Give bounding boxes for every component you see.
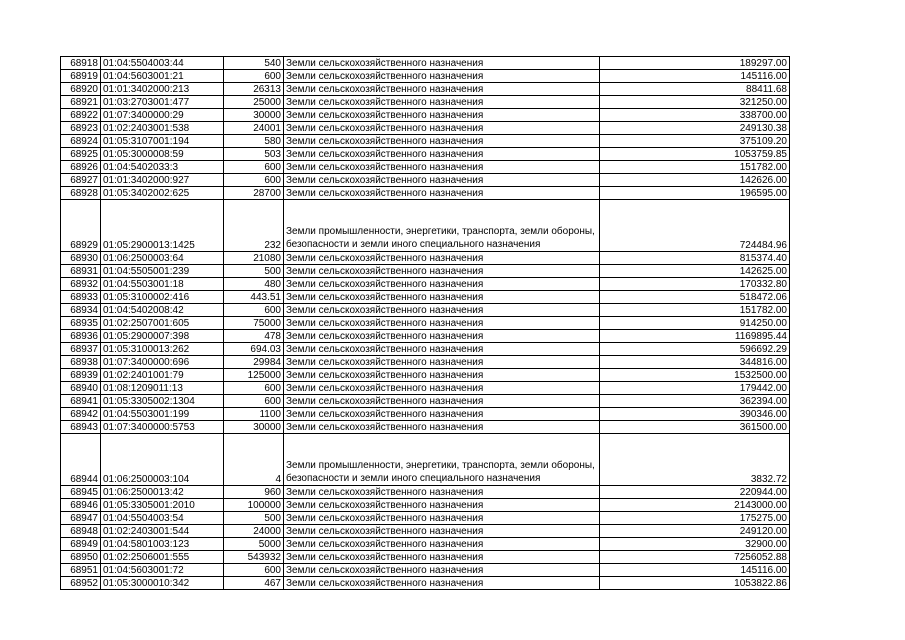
row-id-cell: 68936 bbox=[61, 330, 101, 343]
table-row bbox=[61, 161, 790, 174]
land-category-cell: Земли сельскохозяйственного назначения bbox=[284, 525, 600, 538]
land-category-cell: Земли сельскохозяйственного назначения bbox=[284, 369, 600, 382]
table-row bbox=[61, 421, 790, 434]
area-cell: 600 bbox=[224, 304, 284, 317]
cadastral-value-cell: 175275.00 bbox=[600, 512, 790, 525]
row-id-cell: 68946 bbox=[61, 499, 101, 512]
row-id-cell: 68933 bbox=[61, 291, 101, 304]
land-category-cell: Земли сельскохозяйственного назначения bbox=[284, 122, 600, 135]
cadastral-number-cell: 01:04:5801003:123 bbox=[101, 538, 224, 551]
cadastral-number-cell: 01:06:2500003:104 bbox=[101, 434, 224, 486]
land-category-cell: Земли сельскохозяйственного назначения bbox=[284, 109, 600, 122]
land-category-cell: Земли сельскохозяйственного назначения bbox=[284, 135, 600, 148]
cadastral-number-cell: 01:05:3000008:59 bbox=[101, 148, 224, 161]
area-cell: 125000 bbox=[224, 369, 284, 382]
row-id-cell: 68929 bbox=[61, 200, 101, 252]
row-id-cell: 68927 bbox=[61, 174, 101, 187]
area-cell: 30000 bbox=[224, 109, 284, 122]
table-row bbox=[61, 291, 790, 304]
land-category-cell: Земли сельскохозяйственного назначения bbox=[284, 174, 600, 187]
area-cell: 600 bbox=[224, 161, 284, 174]
land-category-cell: Земли сельскохозяйственного назначения bbox=[284, 96, 600, 109]
row-id-cell: 68941 bbox=[61, 395, 101, 408]
land-category-cell: Земли промышленности, энергетики, транспорта, земли обороны, безопасности и земли иного специального назначения bbox=[284, 434, 600, 486]
cadastral-number-cell: 01:04:5503001:18 bbox=[101, 278, 224, 291]
table-row bbox=[61, 265, 790, 278]
cadastral-number-cell: 01:02:2507001:605 bbox=[101, 317, 224, 330]
area-cell: 503 bbox=[224, 148, 284, 161]
cadastral-value-cell: 3832.72 bbox=[600, 434, 790, 486]
row-id-cell: 68918 bbox=[61, 57, 101, 70]
cadastral-value-cell: 1169895.44 bbox=[600, 330, 790, 343]
row-id-cell: 68923 bbox=[61, 122, 101, 135]
table-row bbox=[61, 135, 790, 148]
cadastral-number-cell: 01:02:2403001:544 bbox=[101, 525, 224, 538]
cadastral-number-cell: 01:06:2500003:64 bbox=[101, 252, 224, 265]
table-row bbox=[61, 187, 790, 200]
area-cell: 24000 bbox=[224, 525, 284, 538]
area-cell: 500 bbox=[224, 512, 284, 525]
cadastral-value-cell: 815374.40 bbox=[600, 252, 790, 265]
table-row bbox=[61, 486, 790, 499]
table-row bbox=[61, 564, 790, 577]
cadastral-number-cell: 01:02:2401001:79 bbox=[101, 369, 224, 382]
cadastral-number-cell: 01:05:2900007:398 bbox=[101, 330, 224, 343]
table-row bbox=[61, 83, 790, 96]
row-id-cell: 68943 bbox=[61, 421, 101, 434]
area-cell: 467 bbox=[224, 577, 284, 590]
cadastral-value-cell: 145116.00 bbox=[600, 70, 790, 83]
table-row bbox=[61, 499, 790, 512]
cadastral-value-cell: 249130.38 bbox=[600, 122, 790, 135]
row-id-cell: 68922 bbox=[61, 109, 101, 122]
row-id-cell: 68939 bbox=[61, 369, 101, 382]
cadastral-value-cell: 1532500.00 bbox=[600, 369, 790, 382]
table-row bbox=[61, 200, 790, 252]
area-cell: 600 bbox=[224, 70, 284, 83]
cadastral-value-cell: 170332.80 bbox=[600, 278, 790, 291]
land-category-cell: Земли сельскохозяйственного назначения bbox=[284, 148, 600, 161]
cadastral-value-cell: 344816.00 bbox=[600, 356, 790, 369]
cadastral-value-cell: 88411.68 bbox=[600, 83, 790, 96]
area-cell: 30000 bbox=[224, 421, 284, 434]
land-category-cell: Земли сельскохозяйственного назначения bbox=[284, 538, 600, 551]
cadastral-number-cell: 01:05:3100002:416 bbox=[101, 291, 224, 304]
area-cell: 75000 bbox=[224, 317, 284, 330]
row-id-cell: 68928 bbox=[61, 187, 101, 200]
row-id-cell: 68951 bbox=[61, 564, 101, 577]
land-category-cell: Земли сельскохозяйственного назначения bbox=[284, 70, 600, 83]
table-row bbox=[61, 577, 790, 590]
area-cell: 24001 bbox=[224, 122, 284, 135]
row-id-cell: 68921 bbox=[61, 96, 101, 109]
cadastral-value-cell: 189297.00 bbox=[600, 57, 790, 70]
table-row bbox=[61, 538, 790, 551]
cadastral-number-cell: 01:05:3107001:194 bbox=[101, 135, 224, 148]
cadastral-value-cell: 145116.00 bbox=[600, 564, 790, 577]
cadastral-number-cell: 01:07:3400000:29 bbox=[101, 109, 224, 122]
land-category-cell: Земли сельскохозяйственного назначения bbox=[284, 187, 600, 200]
cadastral-value-cell: 1053759.85 bbox=[600, 148, 790, 161]
row-id-cell: 68920 bbox=[61, 83, 101, 96]
row-id-cell: 68948 bbox=[61, 525, 101, 538]
cadastral-number-cell: 01:04:5504003:54 bbox=[101, 512, 224, 525]
cadastral-number-cell: 01:07:3400000:5753 bbox=[101, 421, 224, 434]
cadastral-value-cell: 375109.20 bbox=[600, 135, 790, 148]
cadastral-value-cell: 321250.00 bbox=[600, 96, 790, 109]
row-id-cell: 68944 bbox=[61, 434, 101, 486]
row-id-cell: 68931 bbox=[61, 265, 101, 278]
cadastral-value-cell: 7256052.88 bbox=[600, 551, 790, 564]
cadastral-number-cell: 01:02:2506001:555 bbox=[101, 551, 224, 564]
cadastral-number-cell: 01:07:3400000:696 bbox=[101, 356, 224, 369]
area-cell: 25000 bbox=[224, 96, 284, 109]
area-cell: 28700 bbox=[224, 187, 284, 200]
cadastral-value-cell: 151782.00 bbox=[600, 304, 790, 317]
area-cell: 600 bbox=[224, 564, 284, 577]
cadastral-value-cell: 196595.00 bbox=[600, 187, 790, 200]
land-category-cell: Земли сельскохозяйственного назначения bbox=[284, 408, 600, 421]
cadastral-value-cell: 2143000.00 bbox=[600, 499, 790, 512]
area-cell: 960 bbox=[224, 486, 284, 499]
land-category-cell: Земли сельскохозяйственного назначения bbox=[284, 330, 600, 343]
row-id-cell: 68925 bbox=[61, 148, 101, 161]
land-category-cell: Земли сельскохозяйственного назначения bbox=[284, 343, 600, 356]
area-cell: 480 bbox=[224, 278, 284, 291]
cadastral-number-cell: 01:02:2403001:538 bbox=[101, 122, 224, 135]
area-cell: 580 bbox=[224, 135, 284, 148]
cadastral-number-cell: 01:01:3402000:927 bbox=[101, 174, 224, 187]
row-id-cell: 68919 bbox=[61, 70, 101, 83]
cadastral-value-cell: 724484.96 bbox=[600, 200, 790, 252]
area-cell: 1100 bbox=[224, 408, 284, 421]
area-cell: 600 bbox=[224, 395, 284, 408]
table-row bbox=[61, 434, 790, 486]
table-row bbox=[61, 343, 790, 356]
land-category-cell: Земли сельскохозяйственного назначения bbox=[284, 551, 600, 564]
cadastral-value-cell: 142626.00 bbox=[600, 174, 790, 187]
cadastral-value-cell: 390346.00 bbox=[600, 408, 790, 421]
cadastral-number-cell: 01:05:3402002:625 bbox=[101, 187, 224, 200]
land-category-cell: Земли сельскохозяйственного назначения bbox=[284, 499, 600, 512]
area-cell: 543932 bbox=[224, 551, 284, 564]
row-id-cell: 68942 bbox=[61, 408, 101, 421]
area-cell: 600 bbox=[224, 174, 284, 187]
land-category-cell: Земли сельскохозяйственного назначения bbox=[284, 304, 600, 317]
table-row bbox=[61, 278, 790, 291]
cadastral-value-cell: 1053822.86 bbox=[600, 577, 790, 590]
table-row bbox=[61, 408, 790, 421]
table-row bbox=[61, 109, 790, 122]
cadastral-value-cell: 220944.00 bbox=[600, 486, 790, 499]
land-category-cell: Земли промышленности, энергетики, транспорта, земли обороны, безопасности и земли иного специального назначения bbox=[284, 200, 600, 252]
table-row bbox=[61, 252, 790, 265]
land-category-cell: Земли сельскохозяйственного назначения bbox=[284, 486, 600, 499]
area-cell: 540 bbox=[224, 57, 284, 70]
cadastral-number-cell: 01:05:3305002:1304 bbox=[101, 395, 224, 408]
cadastral-number-cell: 01:04:5603001:72 bbox=[101, 564, 224, 577]
table-row bbox=[61, 317, 790, 330]
land-category-cell: Земли сельскохозяйственного назначения bbox=[284, 356, 600, 369]
row-id-cell: 68934 bbox=[61, 304, 101, 317]
area-cell: 5000 bbox=[224, 538, 284, 551]
row-id-cell: 68947 bbox=[61, 512, 101, 525]
table-row bbox=[61, 148, 790, 161]
land-category-cell: Земли сельскохозяйственного назначения bbox=[284, 83, 600, 96]
land-registry-table bbox=[60, 56, 790, 590]
cadastral-number-cell: 01:05:3000010:342 bbox=[101, 577, 224, 590]
cadastral-value-cell: 914250.00 bbox=[600, 317, 790, 330]
row-id-cell: 68950 bbox=[61, 551, 101, 564]
row-id-cell: 68949 bbox=[61, 538, 101, 551]
table-row bbox=[61, 369, 790, 382]
cadastral-number-cell: 01:03:2703001:477 bbox=[101, 96, 224, 109]
area-cell: 21080 bbox=[224, 252, 284, 265]
land-category-cell: Земли сельскохозяйственного назначения bbox=[284, 317, 600, 330]
land-category-cell: Земли сельскохозяйственного назначения bbox=[284, 421, 600, 434]
row-id-cell: 68937 bbox=[61, 343, 101, 356]
table-row bbox=[61, 304, 790, 317]
cadastral-number-cell: 01:04:5603001:21 bbox=[101, 70, 224, 83]
cadastral-number-cell: 01:05:2900013:1425 bbox=[101, 200, 224, 252]
table-row bbox=[61, 174, 790, 187]
area-cell: 29984 bbox=[224, 356, 284, 369]
cadastral-value-cell: 32900.00 bbox=[600, 538, 790, 551]
cadastral-value-cell: 338700.00 bbox=[600, 109, 790, 122]
cadastral-number-cell: 01:04:5402033:3 bbox=[101, 161, 224, 174]
land-category-cell: Земли сельскохозяйственного назначения bbox=[284, 265, 600, 278]
table-row bbox=[61, 382, 790, 395]
area-cell: 26313 bbox=[224, 83, 284, 96]
area-cell: 478 bbox=[224, 330, 284, 343]
cadastral-number-cell: 01:04:5504003:44 bbox=[101, 57, 224, 70]
table-row bbox=[61, 395, 790, 408]
row-id-cell: 68926 bbox=[61, 161, 101, 174]
cadastral-number-cell: 01:01:3402000:213 bbox=[101, 83, 224, 96]
land-category-cell: Земли сельскохозяйственного назначения bbox=[284, 564, 600, 577]
table-row bbox=[61, 551, 790, 564]
land-category-cell: Земли сельскохозяйственного назначения bbox=[284, 291, 600, 304]
land-category-cell: Земли сельскохозяйственного назначения bbox=[284, 161, 600, 174]
cadastral-value-cell: 151782.00 bbox=[600, 161, 790, 174]
area-cell: 600 bbox=[224, 382, 284, 395]
cadastral-number-cell: 01:05:3305001:2010 bbox=[101, 499, 224, 512]
table-row bbox=[61, 96, 790, 109]
area-cell: 443.51 bbox=[224, 291, 284, 304]
land-category-cell: Земли сельскохозяйственного назначения bbox=[284, 512, 600, 525]
cadastral-number-cell: 01:04:5503001:199 bbox=[101, 408, 224, 421]
land-category-cell: Земли сельскохозяйственного назначения bbox=[284, 278, 600, 291]
row-id-cell: 68924 bbox=[61, 135, 101, 148]
cadastral-value-cell: 249120.00 bbox=[600, 525, 790, 538]
row-id-cell: 68940 bbox=[61, 382, 101, 395]
row-id-cell: 68932 bbox=[61, 278, 101, 291]
land-category-cell: Земли сельскохозяйственного назначения bbox=[284, 395, 600, 408]
area-cell: 232 bbox=[224, 200, 284, 252]
land-category-cell: Земли сельскохозяйственного назначения bbox=[284, 382, 600, 395]
cadastral-value-cell: 179442.00 bbox=[600, 382, 790, 395]
cadastral-value-cell: 361500.00 bbox=[600, 421, 790, 434]
row-id-cell: 68952 bbox=[61, 577, 101, 590]
table-row bbox=[61, 57, 790, 70]
table-body bbox=[61, 57, 790, 590]
cadastral-number-cell: 01:04:5402008:42 bbox=[101, 304, 224, 317]
area-cell: 500 bbox=[224, 265, 284, 278]
row-id-cell: 68930 bbox=[61, 252, 101, 265]
cadastral-value-cell: 518472.06 bbox=[600, 291, 790, 304]
cadastral-value-cell: 142625.00 bbox=[600, 265, 790, 278]
cadastral-value-cell: 362394.00 bbox=[600, 395, 790, 408]
table-row bbox=[61, 525, 790, 538]
land-category-cell: Земли сельскохозяйственного назначения bbox=[284, 577, 600, 590]
area-cell: 100000 bbox=[224, 499, 284, 512]
area-cell: 4 bbox=[224, 434, 284, 486]
row-id-cell: 68935 bbox=[61, 317, 101, 330]
cadastral-number-cell: 01:05:3100013:262 bbox=[101, 343, 224, 356]
table-row bbox=[61, 330, 790, 343]
table-row bbox=[61, 70, 790, 83]
cadastral-number-cell: 01:04:5505001:239 bbox=[101, 265, 224, 278]
row-id-cell: 68938 bbox=[61, 356, 101, 369]
cadastral-number-cell: 01:06:2500013:42 bbox=[101, 486, 224, 499]
cadastral-value-cell: 596692.29 bbox=[600, 343, 790, 356]
table-row bbox=[61, 356, 790, 369]
row-id-cell: 68945 bbox=[61, 486, 101, 499]
land-category-cell: Земли сельскохозяйственного назначения bbox=[284, 57, 600, 70]
area-cell: 694.03 bbox=[224, 343, 284, 356]
land-category-cell: Земли сельскохозяйственного назначения bbox=[284, 252, 600, 265]
cadastral-number-cell: 01:08:1209011:13 bbox=[101, 382, 224, 395]
table-row bbox=[61, 512, 790, 525]
table-row bbox=[61, 122, 790, 135]
